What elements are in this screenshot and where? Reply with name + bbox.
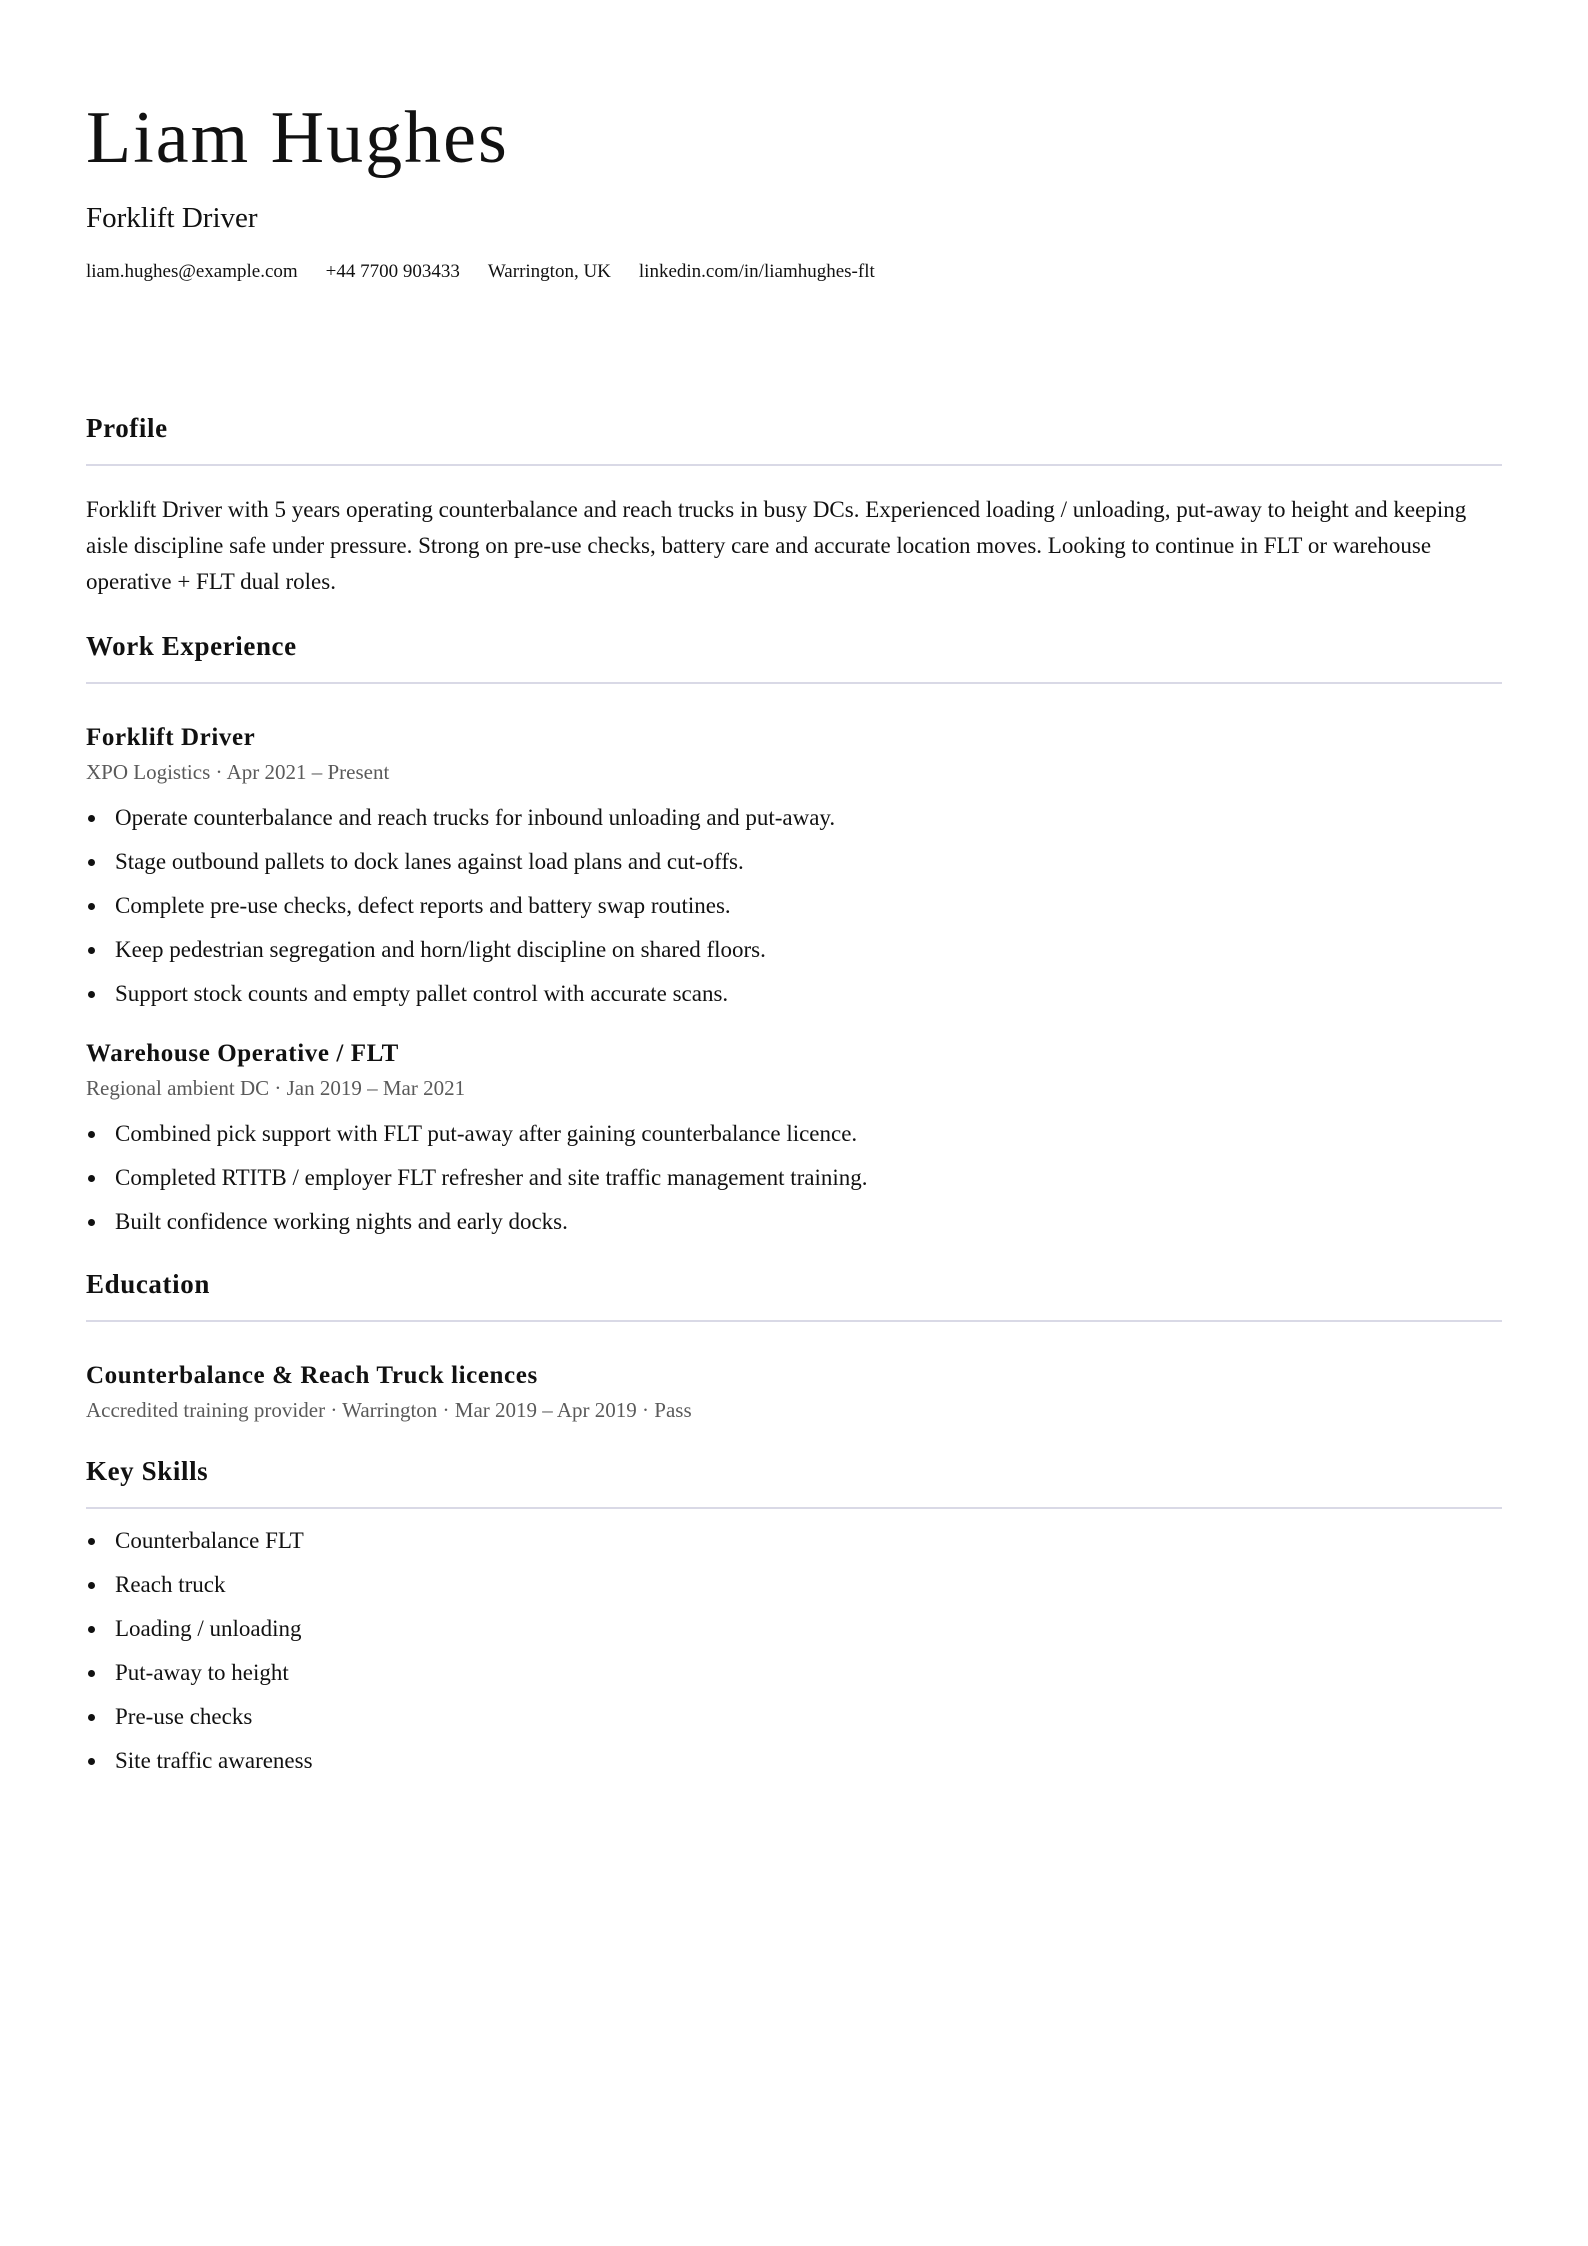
- profile-summary: Forklift Driver with 5 years operating counterbalance and reach trucks in busy DCs. Experienced loading / unloading, put-away to height and keeping aisle discipline safe under pressure. Strong on pre-use checks, battery care and accurate location moves. Looking to continue in FLT or warehouse operative + FLT dual roles.: [86, 497, 1467, 594]
- section-divider: [86, 1507, 1502, 1509]
- experience-section: [86, 629, 1502, 1237]
- skill-item: Site traffic awareness: [86, 1746, 1502, 1776]
- skill-item: Put-away to height: [86, 1658, 1502, 1688]
- job-title: Forklift Driver: [86, 724, 256, 751]
- education-title: Counterbalance & Reach Truck licences: [86, 1362, 538, 1389]
- profile-section: [86, 411, 1502, 600]
- job-bullet: Combined pick support with FLT put-away after gaining counterbalance licence.: [86, 1119, 1502, 1149]
- job-bullet: Completed RTITB / employer FLT refresher and site traffic management training.: [86, 1163, 1502, 1193]
- candidate-name: Liam Hughes: [86, 97, 509, 179]
- resume-header: [86, 96, 1502, 284]
- skill-item: Reach truck: [86, 1570, 1502, 1600]
- job-bullet: Support stock counts and empty pallet control with accurate scans.: [86, 979, 1502, 1009]
- job-entry: [86, 722, 1502, 1009]
- job-bullets: [86, 803, 1502, 1009]
- section-divider: [86, 1320, 1502, 1322]
- section-title-education: Education: [86, 1269, 210, 1299]
- job-bullet: Operate counterbalance and reach trucks for inbound unloading and put-away.: [86, 803, 1502, 833]
- job-entry: [86, 1038, 1502, 1237]
- education-section: [86, 1267, 1502, 1424]
- contact-phone: +44 7700 903433: [325, 261, 460, 282]
- job-meta: Regional ambient DC · Jan 2019 – Mar 2021: [86, 1076, 466, 1100]
- section-title-skills: Key Skills: [86, 1456, 209, 1486]
- section-title-profile: Profile: [86, 413, 168, 443]
- job-bullet: Stage outbound pallets to dock lanes against load plans and cut-offs.: [86, 847, 1502, 877]
- contact-email: liam.hughes@example.com: [86, 261, 298, 282]
- job-bullet: Complete pre-use checks, defect reports and battery swap routines.: [86, 891, 1502, 921]
- education-meta: Accredited training provider · Warrington · Mar 2019 – Apr 2019 · Pass: [86, 1398, 692, 1422]
- contact-linkedin: linkedin.com/in/liamhughes-flt: [638, 261, 875, 282]
- job-bullets: [86, 1119, 1502, 1237]
- section-title-experience: Work Experience: [86, 631, 297, 661]
- job-title: Warehouse Operative / FLT: [86, 1040, 399, 1067]
- skill-item: Pre-use checks: [86, 1702, 1502, 1732]
- candidate-role: Forklift Driver: [86, 202, 258, 234]
- skills-list: [86, 1526, 1502, 1776]
- job-meta: XPO Logistics · Apr 2021 – Present: [86, 760, 390, 784]
- skill-item: Loading / unloading: [86, 1614, 1502, 1644]
- skill-item: Counterbalance FLT: [86, 1526, 1502, 1556]
- education-entry: [86, 1360, 1502, 1424]
- contact-location: Warrington, UK: [487, 261, 611, 282]
- contact-line: [86, 260, 1502, 284]
- job-bullet: Built confidence working nights and early docks.: [86, 1207, 1502, 1237]
- section-divider: [86, 464, 1502, 466]
- job-bullet: Keep pedestrian segregation and horn/light discipline on shared floors.: [86, 935, 1502, 965]
- skills-section: [86, 1454, 1502, 1776]
- section-divider: [86, 682, 1502, 684]
